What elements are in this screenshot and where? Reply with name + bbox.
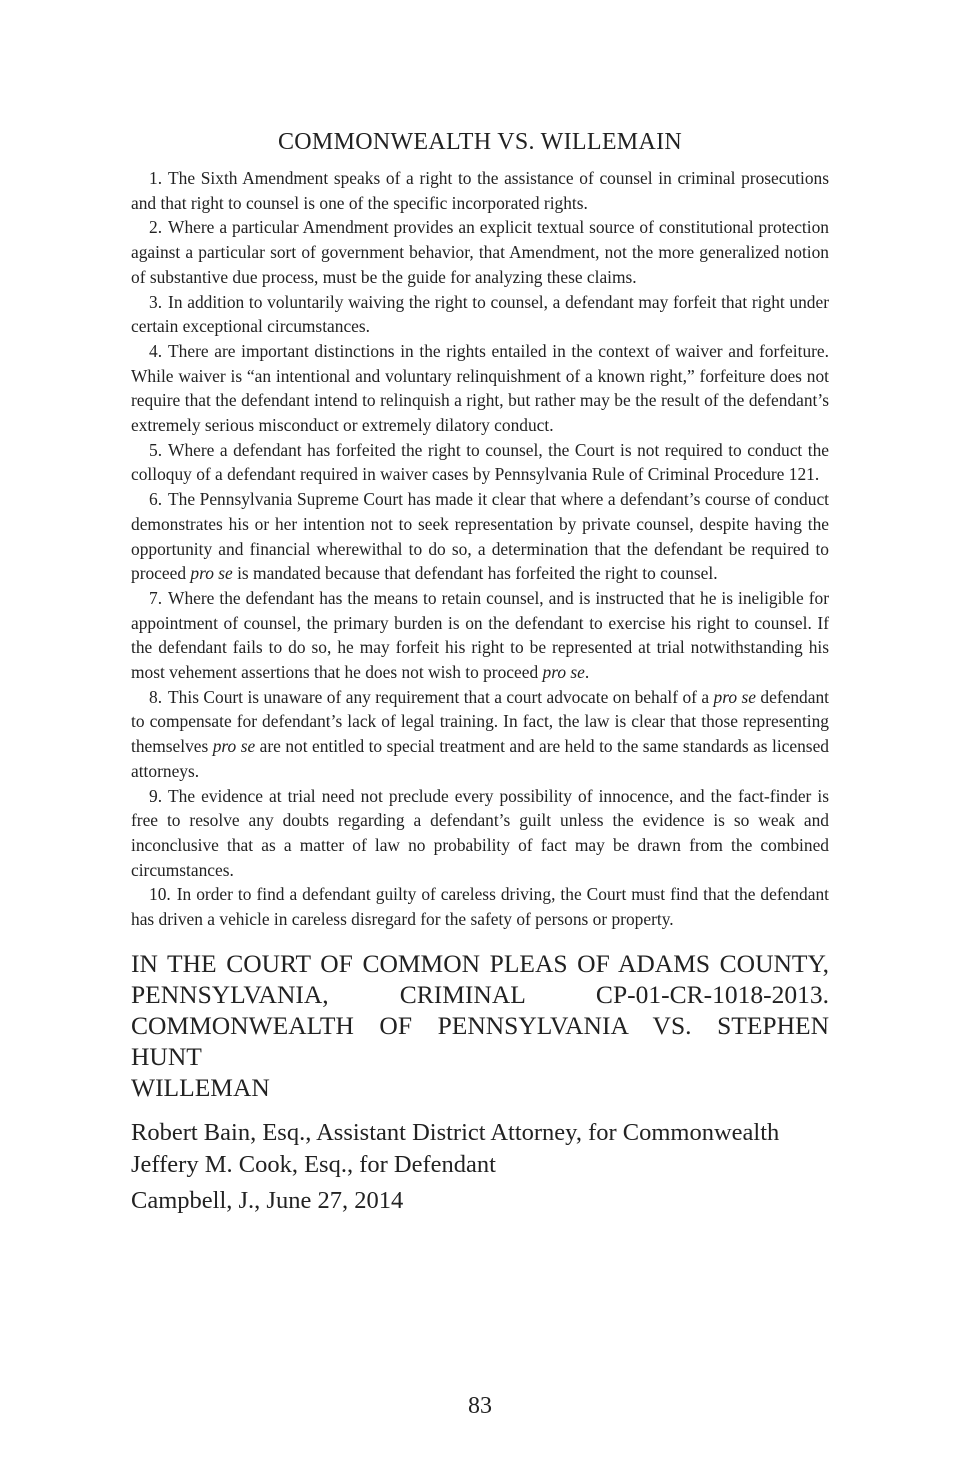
- headnote-text: .: [584, 662, 590, 683]
- running-head: COMMONWEALTH VS. WILLEMAIN: [277, 129, 682, 155]
- headnote-italic-text: pro se: [212, 736, 256, 757]
- headnote-number: 10.: [149, 884, 171, 905]
- headnote-number: 9.: [149, 785, 163, 806]
- headnote-text: Where the defendant has the means to retain counsel, and is instructed that he is ineligible for appointment of counsel, the primary burden is on the defendant to exercise his right to counsel. If the defendant fails to do so, he may forfeit his right to be represented at trial notwithstanding his most vehement assertions that he does not wish to proceed: [131, 587, 829, 683]
- caption-line-3: COMMONWEALTH OF PENNSYLVANIA VS. STEPHEN HUNT: [131, 1010, 829, 1071]
- headnote-number: 5.: [149, 439, 163, 460]
- headnote-text: In order to find a defendant guilty of careless driving, the Court must find that the defendant has driven a vehicle in careless disregard for the safety of persons or property.: [131, 884, 829, 930]
- headnote-italic-text: pro se: [190, 563, 233, 584]
- headnote-number: 8.: [149, 686, 163, 707]
- headnote-italic-text: pro se: [542, 662, 585, 683]
- caption-line-2: PENNSYLVANIA, CRIMINAL CP-01-CR-1018-2013.: [131, 979, 829, 1009]
- headnote-item: [131, 586, 829, 685]
- headnote-item: [131, 339, 829, 438]
- caption-line-4: WILLEMAN: [131, 1072, 270, 1102]
- page-content: [131, 128, 829, 1217]
- headnote-number: 3.: [149, 291, 163, 312]
- headnote-item: [131, 882, 829, 931]
- judge-date-line: Campbell, J., June 27, 2014: [131, 1186, 404, 1214]
- counsel-block: [131, 1117, 829, 1181]
- headnote-text: is mandated because that defendant has forfeited the right to counsel.: [232, 563, 718, 584]
- headnote-item: [131, 215, 829, 289]
- case-caption: [131, 948, 829, 1103]
- page-number: 83: [468, 1393, 492, 1419]
- caption-line-1: IN THE COURT OF COMMON PLEAS OF ADAMS COUNTY,: [131, 948, 829, 978]
- headnote-text: The Pennsylvania Supreme Court has made it clear that where a defendant’s course of conduct demonstrates his or her intention not to seek representation by private counsel, despite having the opportunity and financial wherewithal to do so, a determination that the defendant be required to proceed: [131, 489, 829, 584]
- headnote-item: [131, 784, 829, 883]
- headnote-number: 4.: [149, 340, 163, 361]
- headnote-text: In addition to voluntarily waiving the right to counsel, a defendant may forfeit that right under certain exceptional circumstances.: [131, 291, 829, 337]
- headnote-item: [131, 487, 829, 586]
- counsel-defendant: Jeffery M. Cook, Esq., for Defendant: [131, 1150, 496, 1178]
- headnote-text: The Sixth Amendment speaks of a right to the assistance of counsel in criminal prosecutions and that right to counsel is one of the specific incorporated rights.: [131, 168, 829, 213]
- headnote-item: [131, 438, 829, 487]
- headnote-number: 2.: [149, 217, 163, 238]
- headnote-text: There are important distinctions in the rights entailed in the context of waiver and forfeiture. While waiver is “an intentional and voluntary relinquishment of a known right,” forfeiture does not require that the defendant intend to relinquish a right, but rather may be the result of the defendant’s extremely serious misconduct or extremely dilatory conduct.: [131, 340, 829, 436]
- headnote-item: [131, 290, 829, 339]
- headnote-text: This Court is unaware of any requirement that a court advocate on behalf of a: [168, 686, 714, 707]
- headnote-text: defendant to compensate for defendant’s lack of legal training. In fact, the law is clear that those representing themselves: [131, 686, 829, 757]
- headnote-text: The evidence at trial need not preclude every possibility of innocence, and the fact-finder is free to resolve any doubts regarding a defendant’s guilt unless the evidence is so weak and inconclusive that as a matter of law no probability of fact may be drawn from the combined circumstances.: [131, 785, 829, 880]
- headnote-number: 1.: [149, 168, 163, 188]
- headnotes-list: [131, 166, 829, 932]
- headnote-number: 7.: [149, 587, 163, 608]
- counsel-commonwealth: Robert Bain, Esq., Assistant District Attorney, for Commonwealth: [131, 1118, 780, 1146]
- headnote-text: are not entitled to special treatment and are held to the same standards as licensed attorneys.: [131, 736, 829, 781]
- headnote-text: Where a particular Amendment provides an explicit textual source of constitutional protection against a particular sort of government behavior, that Amendment, not the more generalized notion of substantive due process, must be the guide for analyzing these claims.: [131, 217, 829, 287]
- headnote-text: Where a defendant has forfeited the right to counsel, the Court is not required to conduct the colloquy of a defendant required in waiver cases by Pennsylvania Rule of Criminal Procedure 121.: [131, 439, 829, 485]
- headnote-item: [131, 685, 829, 784]
- headnote-italic-text: pro se: [713, 686, 756, 707]
- headnote-number: 6.: [149, 489, 163, 510]
- headnote-item: [131, 166, 829, 215]
